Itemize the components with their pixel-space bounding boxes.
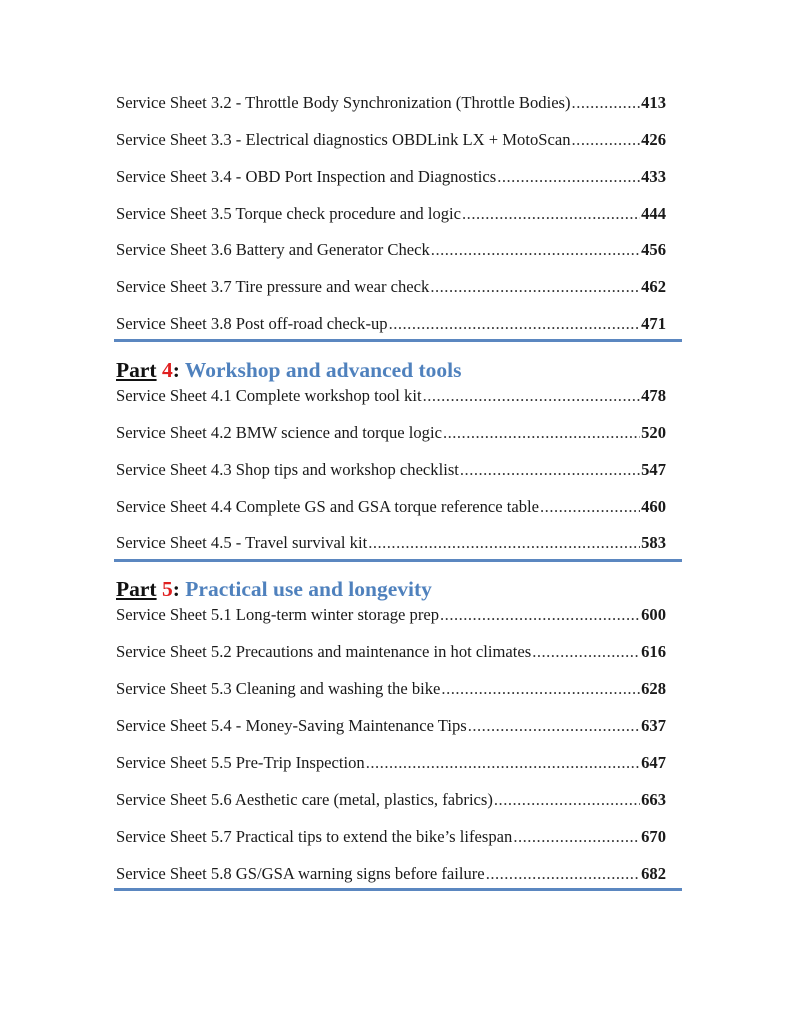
toc-entry-title: Service Sheet 5.4 - Money-Saving Maintenance Tips [116, 716, 467, 735]
part-heading [116, 575, 432, 603]
toc-entry-title: Service Sheet 4.5 - Travel survival kit [116, 533, 368, 552]
toc-entry[interactable] [116, 827, 666, 847]
toc-entry-page: 426 [641, 130, 666, 149]
dot-leader [532, 642, 640, 662]
dot-leader [368, 533, 640, 553]
toc-entry[interactable] [116, 605, 666, 625]
part-number: 4 [161, 358, 173, 382]
toc-entry-title: Service Sheet 4.1 Complete workshop tool kit [116, 386, 422, 405]
dot-leader [460, 460, 640, 480]
toc-entry-title: Service Sheet 3.8 Post off-road check-up [116, 314, 388, 333]
toc-entry-page: 460 [641, 497, 666, 516]
toc-entry-page: 456 [641, 240, 666, 259]
dot-leader [494, 790, 640, 810]
toc-entry[interactable] [116, 277, 666, 297]
toc-entry[interactable] [116, 642, 666, 662]
toc-entry-page: 478 [641, 386, 666, 405]
toc-entry-page: 471 [641, 314, 666, 333]
dot-leader [572, 93, 641, 113]
dot-leader [443, 423, 640, 443]
toc-entry[interactable] [116, 716, 666, 736]
toc-entry-title: Service Sheet 5.1 Long-term winter storage prep [116, 605, 440, 624]
toc-entry-page: 670 [641, 827, 666, 846]
part-title: Practical use and longevity [185, 577, 432, 601]
toc-entry[interactable] [116, 314, 666, 334]
toc-entry-page: 616 [641, 642, 666, 661]
toc-entry-title: Service Sheet 3.7 Tire pressure and wear check [116, 277, 430, 296]
dot-leader [430, 277, 640, 297]
part-title: Workshop and advanced tools [184, 358, 462, 382]
toc-entry-page: 600 [641, 605, 666, 624]
dot-leader [366, 753, 640, 773]
toc-entry[interactable] [116, 167, 666, 187]
toc-entry-page: 520 [641, 423, 666, 442]
toc-entry[interactable] [116, 130, 666, 150]
dot-leader [572, 130, 641, 150]
toc-entry[interactable] [116, 240, 666, 260]
dot-leader [462, 204, 640, 224]
toc-entry-page: 433 [641, 167, 666, 186]
toc-entry-title: Service Sheet 4.2 BMW science and torque logic [116, 423, 442, 442]
toc-entry-title: Service Sheet 5.3 Cleaning and washing the bike [116, 679, 441, 698]
toc-entry[interactable] [116, 386, 666, 406]
toc-entry-page: 462 [641, 277, 666, 296]
dot-leader [540, 497, 640, 517]
part-label: Part [116, 577, 157, 601]
part-colon: : [172, 358, 180, 382]
section-divider [114, 559, 682, 562]
toc-entry-title: Service Sheet 5.5 Pre-Trip Inspection [116, 753, 365, 772]
toc-entry[interactable] [116, 753, 666, 773]
part-label: Part [116, 358, 157, 382]
dot-leader [468, 716, 640, 736]
dot-leader [423, 386, 641, 406]
toc-entry-page: 663 [641, 790, 666, 809]
dot-leader [486, 864, 640, 884]
toc-entry-title: Service Sheet 4.4 Complete GS and GSA torque reference table [116, 497, 540, 516]
dot-leader [441, 679, 640, 699]
toc-entry-page: 583 [641, 533, 666, 552]
toc-entry[interactable] [116, 864, 666, 884]
toc-entry-page: 444 [641, 204, 666, 223]
toc-entry[interactable] [116, 679, 666, 699]
toc-entry-title: Service Sheet 3.5 Torque check procedure and logic [116, 204, 462, 223]
toc-entry-title: Service Sheet 4.3 Shop tips and workshop checklist [116, 460, 459, 479]
toc-entry[interactable] [116, 93, 666, 113]
dot-leader [389, 314, 641, 334]
toc-entry[interactable] [116, 533, 666, 553]
dot-leader [497, 167, 640, 187]
toc-entry[interactable] [116, 423, 666, 443]
toc-entry[interactable] [116, 460, 666, 480]
toc-entry-page: 647 [641, 753, 666, 772]
dot-leader [513, 827, 640, 847]
part-number: 5 [161, 577, 173, 601]
toc-entry-page: 628 [641, 679, 666, 698]
toc-entry-title: Service Sheet 5.2 Precautions and maintenance in hot climates [116, 642, 532, 661]
dot-leader [440, 605, 640, 625]
toc-entry-title: Service Sheet 3.4 - OBD Port Inspection and Diagnostics [116, 167, 497, 186]
toc-entry-title: Service Sheet 3.3 - Electrical diagnostics OBDLink LX + MotoScan [116, 130, 571, 149]
toc-entry[interactable] [116, 497, 666, 517]
toc-entry-page: 547 [641, 460, 666, 479]
toc-entry-title: Service Sheet 3.6 Battery and Generator Check [116, 240, 430, 259]
part-heading [116, 356, 461, 384]
toc-entry-title: Service Sheet 5.7 Practical tips to extend the bike’s lifespan [116, 827, 513, 846]
section-divider [114, 888, 682, 891]
toc-entry[interactable] [116, 790, 666, 810]
toc-entry-title: Service Sheet 5.6 Aesthetic care (metal, plastics, fabrics) [116, 790, 493, 809]
toc-entry-title: Service Sheet 3.2 - Throttle Body Synchronization (Throttle Bodies) [116, 93, 571, 112]
toc-entry-page: 637 [641, 716, 666, 735]
toc-entry[interactable] [116, 204, 666, 224]
section-divider [114, 339, 682, 342]
toc-entry-page: 682 [641, 864, 666, 883]
part-colon: : [172, 577, 180, 601]
toc-entry-title: Service Sheet 5.8 GS/GSA warning signs before failure [116, 864, 485, 883]
toc-entry-page: 413 [641, 93, 666, 112]
dot-leader [431, 240, 640, 260]
